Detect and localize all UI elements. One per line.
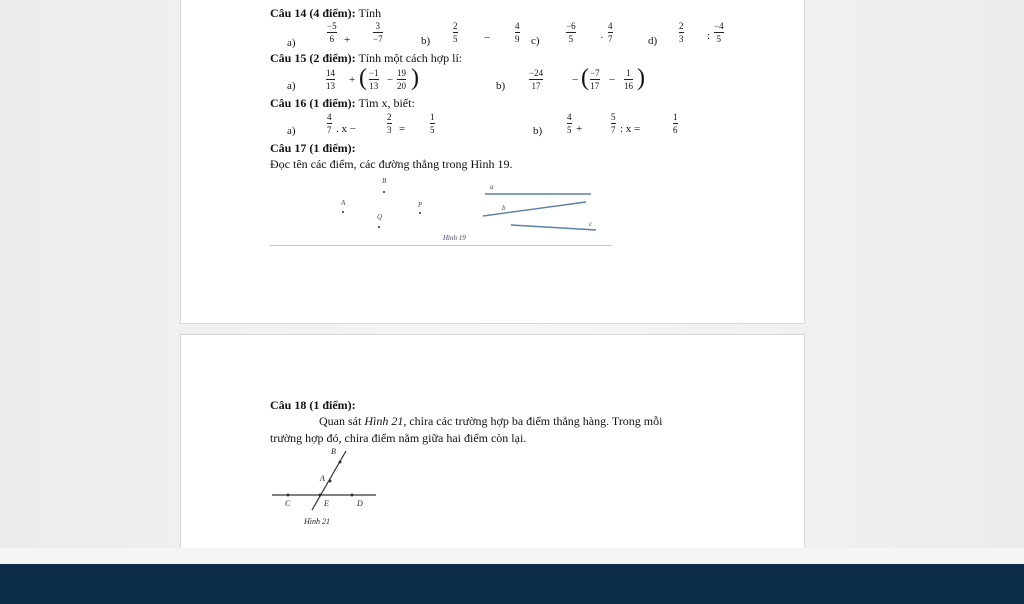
num: −7 (590, 68, 600, 78)
num: 4 (515, 21, 520, 31)
q15-b-paren-open: ( (581, 65, 589, 91)
fig19-label-B: B (382, 177, 387, 185)
fig21-point-C (287, 494, 290, 497)
q14-b-op: − (484, 32, 491, 44)
q18-line1-post: , chỉra các trường hợp ba điểm thẳng hàng. Trong mỗi (403, 414, 663, 428)
q15-a-frac3 (397, 68, 406, 91)
num: 2 (387, 112, 392, 122)
q14-task: Tính (358, 6, 382, 20)
num: 2 (679, 21, 684, 31)
q16-b-frac1 (567, 112, 572, 135)
den: 9 (515, 34, 520, 44)
fig21-label-C: C (285, 499, 291, 508)
q16-a-frac3 (430, 112, 435, 135)
q14-a-label: a) (287, 37, 296, 49)
bottom-navy-bar (0, 564, 1024, 604)
fig21-label-E: E (324, 499, 329, 508)
q14-d-op: : (707, 30, 711, 42)
fig19-divider (269, 245, 612, 246)
den: 17 (590, 81, 600, 91)
q15-b-frac2 (590, 68, 600, 91)
den: 6 (329, 34, 335, 44)
q16-a-label: a) (287, 125, 296, 137)
q15-a-paren-close: ) (411, 65, 419, 91)
q14-c-frac2 (608, 21, 613, 44)
den: 5 (567, 125, 572, 135)
fig19-label-c: c (589, 220, 593, 228)
q14-d-frac1 (679, 21, 684, 44)
fig21-point-D (351, 494, 354, 497)
num: 4 (608, 21, 613, 31)
q14-b-frac2 (515, 21, 520, 44)
q14-b-frac1 (453, 21, 458, 44)
q15-a-paren-open: ( (359, 65, 367, 91)
q14-a-frac1 (327, 21, 337, 44)
q16-b-label: b) (533, 125, 543, 137)
q14-a-frac2 (373, 21, 383, 44)
fig19-caption: Hình 19 (443, 234, 466, 242)
q15-b-paren-close: ) (637, 65, 645, 91)
q14-a-op: + (344, 34, 351, 46)
fig19-label-P: P (418, 201, 423, 209)
q18-line1-pre: Quan sát (319, 414, 365, 428)
q15-a-op: + (349, 74, 356, 86)
den: 6 (673, 125, 678, 135)
num: 3 (375, 21, 381, 31)
fig19-point-P (419, 212, 421, 214)
q16-title: Câu 16 (1 điểm): (270, 96, 356, 110)
den: 7 (327, 125, 332, 135)
fig19-label-Q: Q (377, 213, 383, 221)
num: −4 (714, 21, 724, 31)
q18-line1-fig: Hình 21 (364, 414, 404, 428)
den: 5 (716, 34, 722, 44)
num: −6 (566, 21, 576, 31)
fig19-point-B (383, 191, 385, 193)
q18-title: Câu 18 (1 điểm): (270, 398, 356, 412)
q17-text: Đọc tên các điểm, các đường thẳng trong Hình 19. (270, 157, 513, 171)
q14-b-label: b) (421, 35, 431, 47)
num: 19 (397, 68, 406, 78)
fig19-line-c (511, 225, 596, 230)
q14-c-op: · (600, 32, 604, 44)
q16-b-frac3 (673, 112, 678, 135)
num: 4 (327, 112, 332, 122)
fig21-label-D: D (357, 499, 363, 508)
bottom-bar (0, 548, 1024, 604)
fig19-label-b: b (502, 204, 506, 212)
q15-a-frac2 (369, 68, 379, 91)
fig19-line-b (483, 202, 586, 216)
q15-a-label: a) (287, 80, 296, 92)
num: 1 (430, 112, 435, 122)
num: 1 (673, 112, 678, 122)
q16-heading (270, 96, 415, 111)
num: 4 (567, 112, 572, 122)
q18-line1 (319, 414, 662, 429)
q16-a-frac2 (387, 112, 392, 135)
den: 13 (369, 81, 379, 91)
num: 5 (611, 112, 616, 122)
num: 1 (626, 68, 631, 78)
q16-b-op: + (576, 123, 583, 135)
fig21-caption: Hình 21 (304, 517, 330, 526)
den: 3 (679, 34, 684, 44)
q15-title: Câu 15 (2 điểm): (270, 51, 356, 65)
num: −1 (369, 68, 379, 78)
den: 13 (326, 81, 335, 91)
q15-b-label: b) (496, 80, 506, 92)
document-page-1 (180, 0, 805, 324)
den: 17 (531, 81, 541, 91)
q16-a-frac1 (327, 112, 332, 135)
q16-b-frac2 (611, 112, 616, 135)
fig19-lines (481, 181, 601, 237)
den: 16 (624, 81, 633, 91)
fig19-point-Q (378, 226, 380, 228)
fig21-point-E (319, 494, 322, 497)
q15-a-frac1 (326, 68, 335, 91)
q17-title: Câu 17 (1 điểm): (270, 141, 356, 155)
den: 3 (387, 125, 392, 135)
q15-b-frac3 (624, 68, 633, 91)
q15-b-op: − (572, 74, 579, 86)
fig21-label-A: A (320, 474, 325, 483)
q15-task: Tính một cách hợp lí: (358, 51, 463, 65)
fig19-label-A: A (341, 199, 346, 207)
fig21-point-B (339, 461, 342, 464)
q16-a-mid: . x − (336, 123, 356, 135)
den: 5 (430, 125, 435, 135)
q16-a-eq: = (399, 123, 406, 135)
fig19-point-A (342, 211, 344, 213)
document-page-2 (180, 334, 805, 550)
den: 7 (608, 34, 613, 44)
fig19-label-a: a (490, 183, 494, 191)
num: 2 (453, 21, 458, 31)
den: −7 (373, 34, 383, 44)
fig21-label-B: B (331, 447, 336, 456)
q18-line2: trường hợp đó, chỉra điểm nằm giữa hai điểm còn lại. (270, 431, 527, 445)
den: 7 (611, 125, 616, 135)
q14-heading (270, 6, 381, 21)
q14-c-label: c) (531, 35, 540, 47)
num: −24 (529, 68, 544, 78)
den: 5 (453, 34, 458, 44)
q14-d-frac2 (714, 21, 724, 44)
q16-task: Tìm x, biết: (358, 96, 415, 110)
num: 14 (326, 68, 335, 78)
q15-b-minus: − (609, 74, 616, 86)
num: −5 (327, 21, 337, 31)
q15-a-minus: − (387, 74, 394, 86)
q14-c-frac1 (566, 21, 576, 44)
q16-b-mid: : x = (620, 123, 641, 135)
den: 20 (397, 81, 406, 91)
q14-d-label: d) (648, 35, 658, 47)
q14-title: Câu 14 (4 điểm): (270, 6, 356, 20)
den: 5 (568, 34, 574, 44)
fig21-point-A (329, 480, 332, 483)
q15-b-frac1 (529, 68, 543, 91)
